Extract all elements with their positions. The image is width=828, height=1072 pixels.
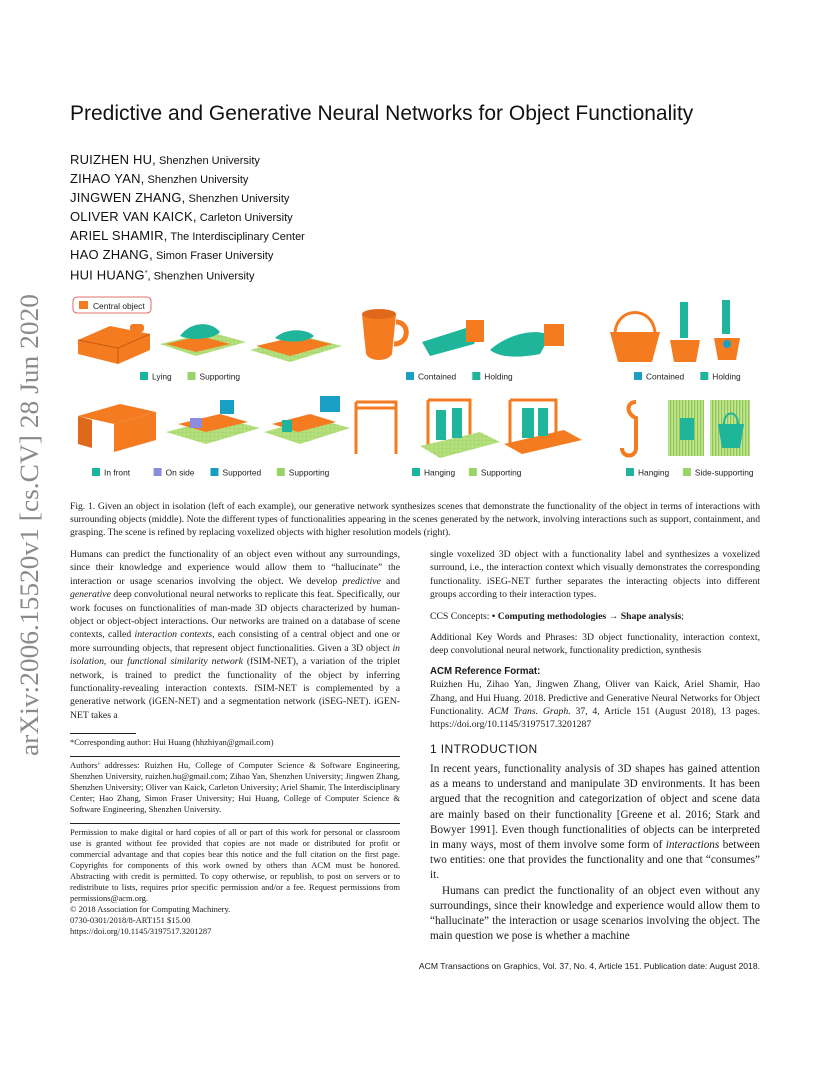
legend-swatch bbox=[154, 468, 162, 476]
author-affiliation: The Interdisciplinary Center bbox=[167, 231, 305, 243]
author-entry bbox=[70, 264, 490, 283]
arxiv-stamp-text: arXiv:2006.15520v1 [cs.CV] 28 Jun 2020 bbox=[15, 318, 44, 756]
acm-reference-part: Ruizhen Hu, Zihao Yan, Jingwen Zhang, Oliver van Kaick, Ariel Shamir, Hao Zhang, and Hui Huang. 2018. Predictive and Generative Neural Networks for Object Functionality. bbox=[430, 679, 760, 718]
corresponding-mark: * bbox=[144, 270, 148, 277]
legend-mug bbox=[406, 372, 513, 382]
legend-swatch bbox=[626, 468, 634, 476]
legend-swatch bbox=[634, 372, 642, 380]
author-name: OLIVER VAN KAICK, bbox=[70, 209, 197, 224]
author-affiliation: Shenzhen University bbox=[144, 174, 249, 186]
legend-swatch bbox=[406, 372, 414, 380]
issn-line: 0730-0301/2018/8-ART151 $15.00 bbox=[70, 915, 191, 925]
abstract-continuation: single voxelized 3D object with a functionality label and synthesizes a voxelized surround, i.e., the interaction context which visually demonstrates the corresponding functionality. iSEG-NET further separates the interacting objects into different groups according to their interaction types. bbox=[430, 549, 760, 601]
rack-scenes bbox=[356, 400, 582, 458]
legend-swatch bbox=[140, 372, 148, 380]
legend-label: Holding bbox=[712, 371, 741, 382]
legend-desk bbox=[92, 468, 330, 478]
author-name: RUIZHEN HU, bbox=[70, 152, 156, 167]
intro-paragraph: Humans can predict the functionality of an object even without any surroundings, since their knowledge and experience would allow them to “hallucinate” the interaction or usage scenarios involving the object. The main question we pose is whether a machine bbox=[430, 884, 760, 943]
legend-label: Contained bbox=[418, 371, 457, 382]
central-object-label bbox=[73, 297, 151, 313]
author-name: HAO ZHANG, bbox=[70, 247, 153, 262]
acm-reference-part: 37, 4, Article 151 (August 2018), 13 pages. https://doi.org/10.1145/3197517.3201287 bbox=[430, 706, 760, 731]
author-addresses: Authors’ addresses: Ruizhen Hu, College of Computer Science & Software Engineering, Shenzhen University, ruizhen.hu@gmail.com; Zihao Yan, Shenzhen University; Jingwen Zhang, Shenzhen University; Oliver van Kaick, Carleton University; Ariel Shamir, The Interdisciplinary Center; Hao Zhang, Simon Fraser University; Hui Huang, College of Computer Science & Software Engineering, Shenzhen University. bbox=[70, 760, 400, 814]
figure-caption: Fig. 1. Given an object in isolation (left of each example), our generative network synthesizes scenes that demonstrate the functionality of the object in terms of interactions with surrounding objects (middle). Note the different types of functionalities appearing in the scenes generated by the network, involving interactions such as support, containment, and grasping. The scene is refined by replacing voxelized objects with higher resolution models (right). bbox=[70, 501, 760, 539]
copyright-line: © 2018 Association for Computing Machinery. bbox=[70, 904, 231, 914]
legend-swatch bbox=[188, 372, 196, 380]
permission-text: Permission to make digital or hard copies of all or part of this work for personal or classroom use is granted without fee provided that copies are not made or distributed for profit or commercial advantage and that copies bear this notice and the full citation on the first page. Copyrights for components of this work owned by others than ACM must be honored. Abstracting with credit is permitted. To copy otherwise, or republish, to post on servers or to redistribute to lists, requires prior specific permission and/or a fee. Request permissions from permissions@acm.org. bbox=[70, 827, 400, 903]
permission-notice bbox=[70, 827, 400, 937]
intro-paragraph bbox=[430, 762, 760, 884]
intro-emphasis: interactions bbox=[665, 839, 720, 852]
legend-swatch bbox=[92, 468, 100, 476]
abstract-text: deep convolutional neural networks to replicate this feat. Specifically, our work focuses on functionalities of man-made 3D objects characterized by human-object or object-object interactions. Our networks are trained on a database of scene contexts, called bbox=[70, 589, 400, 641]
legend-label: Contained bbox=[646, 371, 685, 382]
author-entry bbox=[70, 207, 490, 226]
legend-swatch bbox=[472, 372, 480, 380]
author-affiliation: Carleton University bbox=[196, 212, 293, 224]
desk-scenes bbox=[78, 396, 350, 452]
ccs-concepts-text: • Computing methodologies → Shape analysis bbox=[491, 610, 682, 622]
author-entry bbox=[70, 169, 490, 188]
basket-scenes bbox=[610, 300, 740, 362]
legend-label: Supporting bbox=[199, 371, 241, 382]
author-name: ZIHAO YAN, bbox=[70, 171, 145, 186]
legend-label: Holding bbox=[484, 371, 513, 382]
legend-label: Supporting bbox=[480, 467, 522, 478]
acm-reference-text bbox=[430, 678, 760, 732]
arxiv-stamp bbox=[2, 290, 50, 760]
legend-swatch bbox=[700, 372, 708, 380]
legend-swatch bbox=[469, 468, 477, 476]
abstract-text: , each consisting of a central object and one or more surrounding objects, that represent object functionalities. Given a 3D object bbox=[70, 629, 400, 654]
intro-text: In recent years, functionality analysis of 3D shapes has gained attention as a means to understand and manipulate 3D environments. It has been argued that the recognition and categorization of object and scene data are mainly based on their functionality [Greene et al. 2016; Stark and Bowyer 1991]. Even though functionalities of objects can be interpreted in many ways, most of them involve some form of bbox=[430, 763, 760, 852]
author-entry bbox=[70, 245, 490, 264]
author-name: ARIEL SHAMIR, bbox=[70, 228, 168, 243]
abstract-emphasis: predictive bbox=[342, 575, 381, 587]
bed-scenes bbox=[78, 324, 342, 364]
author-entry bbox=[70, 226, 490, 245]
legend-label: Hanging bbox=[638, 467, 670, 478]
author-list bbox=[70, 150, 490, 283]
legend-label: Hanging bbox=[424, 467, 456, 478]
acm-reference-heading: ACM Reference Format: bbox=[430, 665, 541, 677]
page-footer: ACM Transactions on Graphics, Vol. 37, No. 4, Article 151. Publication date: August 2018. bbox=[418, 961, 760, 971]
legend-label: Lying bbox=[152, 371, 172, 382]
author-entry bbox=[70, 150, 490, 169]
abstract-text: (fSIM-NET), a variation of the triplet network, is trained to predict the functionality of the object by inferring functionality-revealing interaction contexts. fSIM-NET is complemented by a generative network (iGEN-NET) and a segmentation network (iSEG-NET). iGEN-NET takes a bbox=[70, 656, 400, 721]
abstract-emphasis: interaction contexts bbox=[134, 629, 213, 641]
central-object-text: Central object bbox=[93, 301, 145, 311]
abstract-right-column bbox=[430, 548, 760, 732]
legend-swatch bbox=[683, 468, 691, 476]
addresses-rule bbox=[70, 756, 400, 757]
hook-scenes bbox=[622, 400, 750, 456]
author-affiliation: , Shenzhen University bbox=[147, 270, 255, 283]
introduction-body bbox=[430, 762, 760, 944]
legend-swatch bbox=[277, 468, 285, 476]
intro-text: between two entities: one that provides the functionality and one that “consumes” it. bbox=[430, 839, 760, 882]
abstract-text: , our bbox=[103, 656, 128, 668]
legend-swatch bbox=[412, 468, 420, 476]
central-swatch bbox=[79, 301, 88, 309]
author-name: JINGWEN ZHANG, bbox=[70, 190, 186, 205]
keywords: Additional Key Words and Phrases: 3D object functionality, interaction context, deep convolutional neural network, functionality prediction, synthesis bbox=[430, 632, 760, 657]
ccs-suffix: ; bbox=[681, 610, 684, 622]
author-name: HUI HUANG bbox=[70, 267, 145, 283]
acm-reference-journal: ACM Trans. Graph. bbox=[488, 706, 571, 718]
abstract-emphasis: in isolation bbox=[70, 642, 400, 668]
author-affiliation: Shenzhen University bbox=[185, 193, 290, 205]
figure-1 bbox=[70, 292, 760, 488]
legend-label: Side-supporting bbox=[694, 467, 754, 478]
section-heading-introduction: 1 INTRODUCTION bbox=[430, 742, 538, 756]
legend-basket bbox=[634, 372, 741, 382]
mug-scenes bbox=[362, 309, 564, 360]
abstract-paragraph bbox=[70, 548, 400, 722]
legend-label: In front bbox=[104, 467, 131, 478]
legend-hook bbox=[626, 468, 754, 478]
footnote-rule bbox=[70, 733, 136, 734]
ccs-concepts bbox=[430, 610, 760, 623]
paper-title: Predictive and Generative Neural Networks for Object Functionality bbox=[70, 102, 694, 125]
abstract-text: and bbox=[380, 575, 400, 587]
legend-swatch bbox=[211, 468, 219, 476]
abstract-emphasis: functional similarity network bbox=[127, 656, 243, 668]
legend-label: Supporting bbox=[288, 467, 330, 478]
legend-label: Supported bbox=[222, 467, 262, 478]
author-entry bbox=[70, 188, 490, 207]
legend-rack bbox=[412, 468, 522, 478]
abstract-text: Humans can predict the functionality of an object even without any surroundings, since their knowledge and experience would allow them to “hallucinate” the interaction or usage scenarios involving the object. We develop bbox=[70, 549, 400, 587]
doi-link[interactable]: https://doi.org/10.1145/3197517.3201287 bbox=[70, 926, 212, 936]
author-affiliation: Simon Fraser University bbox=[152, 250, 274, 262]
abstract-emphasis: generative bbox=[70, 589, 111, 601]
legend-bed bbox=[140, 372, 240, 382]
corresponding-author-footnote: *Corresponding author: Hui Huang (hhzhiyan@gmail.com) bbox=[70, 737, 274, 747]
legend-label: On side bbox=[165, 467, 195, 478]
abstract-left-column bbox=[70, 548, 400, 722]
ccs-prefix: CCS Concepts: bbox=[430, 610, 492, 622]
author-affiliation: Shenzhen University bbox=[155, 155, 260, 167]
permission-rule bbox=[70, 823, 400, 824]
